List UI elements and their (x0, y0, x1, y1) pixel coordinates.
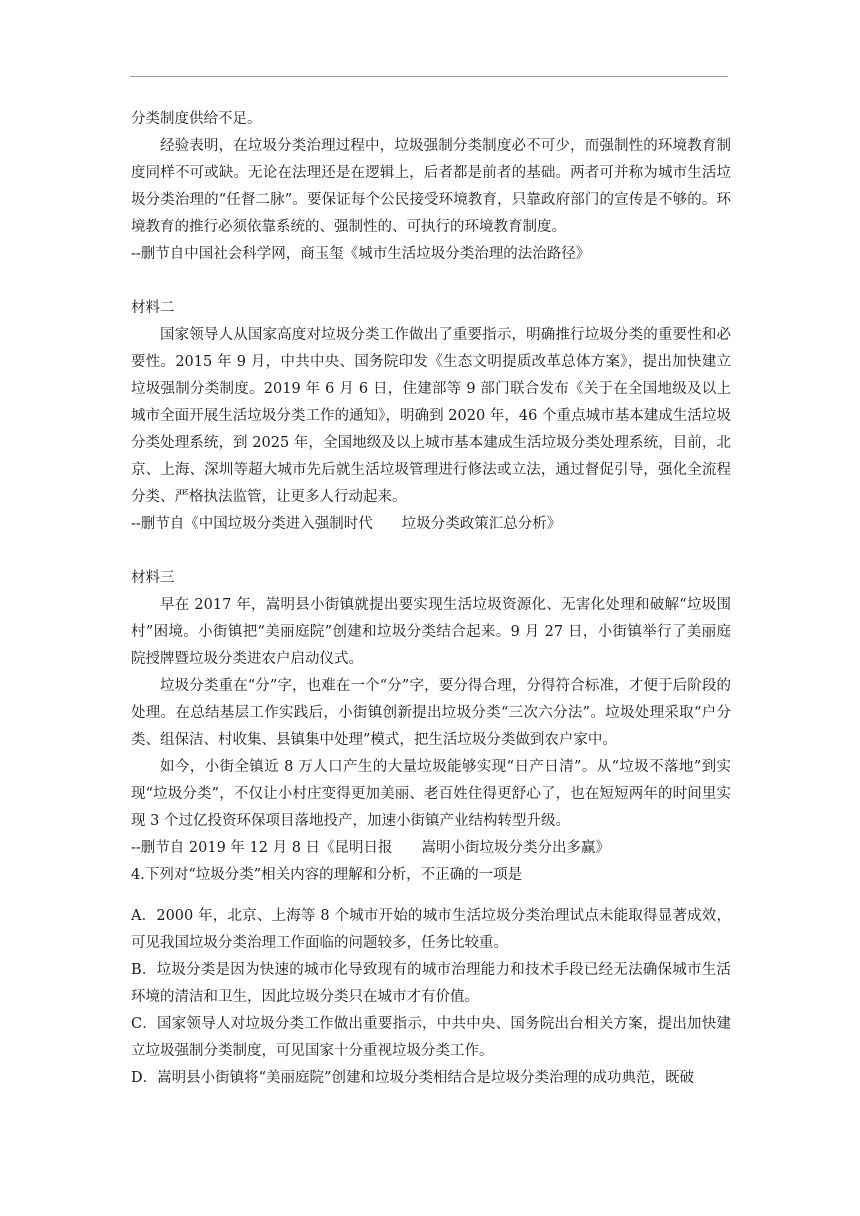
spacer (131, 268, 731, 295)
paragraph: 早在 2017 年，嵩明县小街镇就提出要实现生活垃圾资源化、无害化处理和破解“垃圾围村”困境。小街镇把“美丽庭院”创建和垃圾分类结合起来。9 月 27 日，小街镇举行了美丽庭院授牌暨垃圾分类进农户启动仪式。 (131, 597, 731, 667)
option-d: D．嵩明县小街镇将“美丽庭院”创建和垃圾分类相结合是垃圾分类治理的成功典范，既破 (131, 1070, 694, 1086)
source-citation: --删节自中国社会科学网，商玉玺《城市生活垃圾分类治理的法治路径》 (131, 246, 591, 262)
source-citation: --删节自 2019 年 12 月 8 日《昆明日报 嵩明小街垃圾分类分出多赢》 (131, 840, 611, 856)
header-rule (130, 76, 728, 77)
option-a: A．2000 年，北京、上海等 8 个城市开始的城市生活垃圾分类治理试点未能取得显著成效，可见我国垃圾分类治理工作面临的问题较多，任务比较重。 (131, 908, 731, 951)
section-heading: 材料三 (131, 570, 175, 586)
section-heading: 材料二 (131, 300, 175, 316)
document-body (131, 106, 731, 1092)
option-c: C．国家领导人对垃圾分类工作做出重要指示，中共中央、国务院出台相关方案，提出加快建立垃圾强制分类制度，可见国家十分重视垃圾分类工作。 (131, 1016, 731, 1059)
paragraph: 垃圾分类重在“分”字，也难在一个“分”字，要分得合理，分得符合标准，才便于后阶段的处理。在总结基层工作实践后，小街镇创新提出垃圾分类“三次六分法”。垃圾处理采取“户分类、组保洁、村收集、县镇集中处理”模式，把生活垃圾分类做到农户家中。 (131, 678, 731, 748)
paragraph: 国家领导人从国家高度对垃圾分类工作做出了重要指示，明确推行垃圾分类的重要性和必要性。2015 年 9 月，中共中央、国务院印发《生态文明提质改革总体方案》，提出加快建立垃圾强制分类制度。2019 年 6 月 6 日，住建部等 9 部门联合发布《关于在全国地级及以上城市全面开展生活垃圾分类工作的通知》，明确到 2020 年，46 个重点城市基本建成生活垃圾分类处理系统，到 2025 年，全国地级及以上城市基本建成生活垃圾分类处理系统，目前，北京、上海、深圳等超大城市先后就生活垃圾管理进行修法或立法，通过督促引导，强化全流程分类、严格执法监管，让更多人行动起来。 (131, 327, 731, 505)
spacer (131, 538, 731, 565)
paragraph: 经验表明，在垃圾分类治理过程中，垃圾强制分类制度必不可少，而强制性的环境教育制度同样不可或缺。无论在法理还是在逻辑上，后者都是前者的基础。两者可并称为城市生活垃圾分类治理的“任督二脉”。要保证每个公民接受环境教育，只靠政府部门的宣传是不够的。环境教育的推行必须依靠系统的、强制性的、可执行的环境教育制度。 (131, 138, 731, 235)
question-stem: 4.下列对“垃圾分类”相关内容的理解和分析，不正确的一项是 (131, 867, 523, 883)
paragraph: 分类制度供给不足。 (131, 111, 262, 127)
paragraph: 如今，小街全镇近 8 万人口产生的大量垃圾能够实现“日产日清”。从“垃圾不落地”到实现“垃圾分类”，不仅让小村庄变得更加美丽、老百姓住得更舒心了，也在短短两年的时间里实现 3 个过亿投资环保项目落地投产，加速小街镇产业结构转型升级。 (131, 759, 731, 829)
option-b: B．垃圾分类是因为快速的城市化导致现有的城市治理能力和技术手段已经无法确保城市生活环境的清洁和卫生，因此垃圾分类只在城市才有价值。 (131, 962, 731, 1005)
answer-options (131, 903, 731, 1092)
source-citation: --删节自《中国垃圾分类进入强制时代 垃圾分类政策汇总分析》 (131, 516, 562, 532)
